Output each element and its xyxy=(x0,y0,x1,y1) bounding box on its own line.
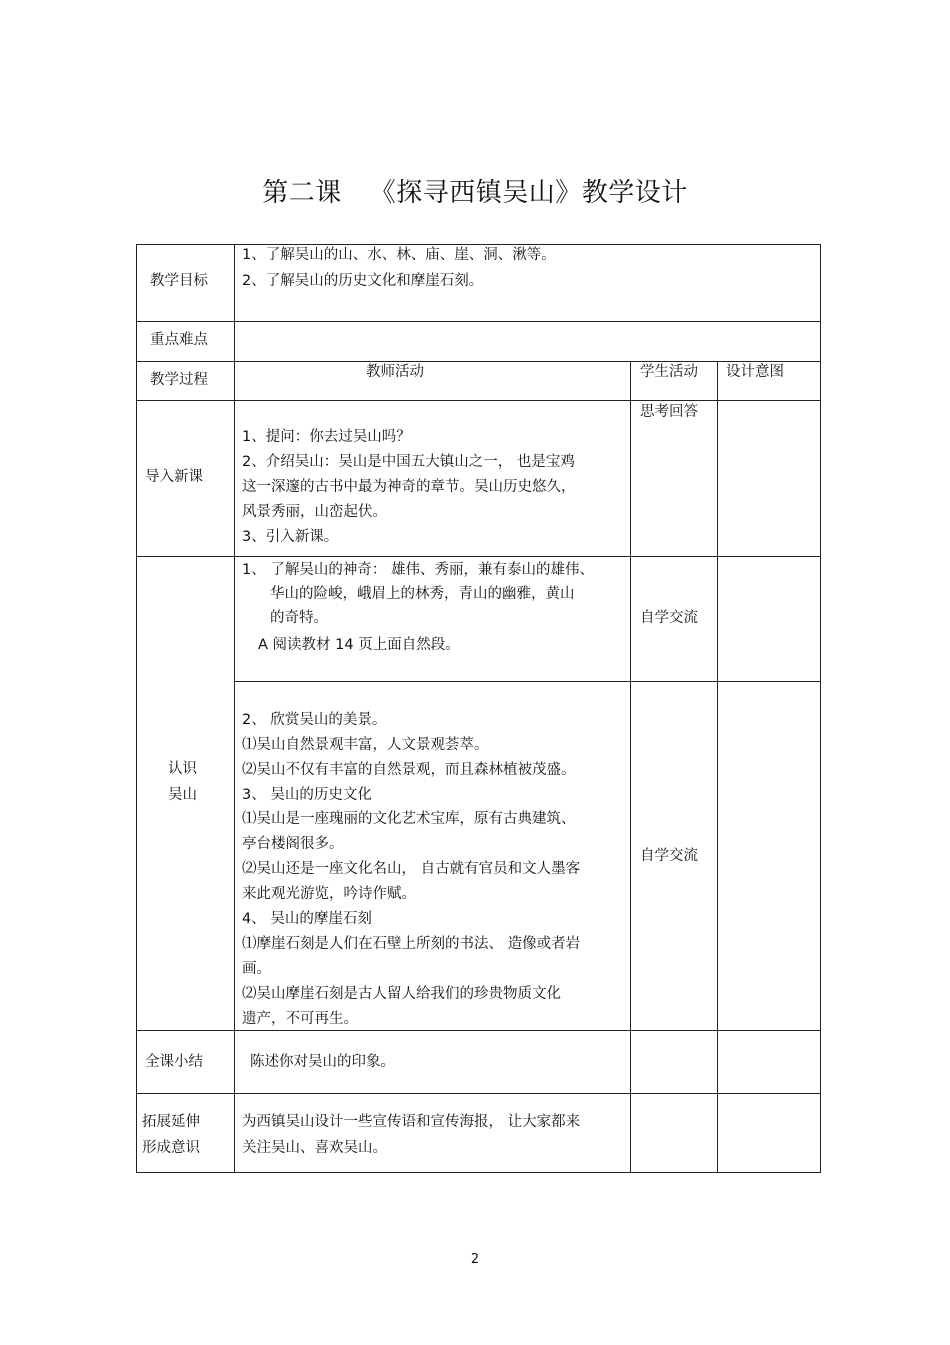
know-label: 吴山 xyxy=(168,787,197,803)
know-part1-student-activity: 自学交流 xyxy=(640,610,698,626)
know-part2-line: ⑵吴山不仅有丰富的自然景观，而且森林植被茂盛。 xyxy=(242,762,576,778)
know-part2-line: 4、 吴山的摩崖石刻 xyxy=(242,911,372,927)
intro-line: 这一深邃的古书中最为神奇的章节。吴山历史悠久， xyxy=(242,479,576,495)
lesson-number: 第二课 xyxy=(262,178,342,208)
know-part2-line: 画。 xyxy=(242,961,271,977)
table-rule xyxy=(136,556,821,557)
know-label: 认识 xyxy=(168,761,197,777)
intro-line: 风景秀丽，山峦起伏。 xyxy=(242,504,387,520)
table-column-rule xyxy=(234,244,235,1173)
know-part2-line: 2、 欣赏吴山的美景。 xyxy=(242,712,387,728)
objective-line: 1、了解吴山的山、水、林、庙、崖、洞、湫等。 xyxy=(242,247,556,263)
student-activity-header: 学生活动 xyxy=(640,364,698,380)
intro-label: 导入新课 xyxy=(145,469,203,485)
know-part2-line: ⑴吴山是一座瑰丽的文化艺术宝库，原有古典建筑、 xyxy=(242,811,576,827)
know-part1-line: 的奇特。 xyxy=(270,610,328,626)
process-label: 教学过程 xyxy=(150,372,208,388)
table-border-top xyxy=(136,244,821,245)
key-points-label: 重点难点 xyxy=(150,332,208,348)
table-rule xyxy=(136,1030,821,1031)
know-part2-line: ⑴吴山自然景观丰富，人文景观荟萃。 xyxy=(242,737,489,753)
intro-line: 2、介绍吴山：吴山是中国五大镇山之一， 也是宝鸡 xyxy=(242,454,575,470)
intro-line: 3、引入新课。 xyxy=(242,529,339,545)
table-border-bottom xyxy=(136,1172,821,1173)
know-part2-line: 3、 吴山的历史文化 xyxy=(242,787,372,803)
table-rule xyxy=(136,321,821,322)
know-part2-line: 来此观光游览，吟诗作赋。 xyxy=(242,886,416,902)
know-part1-line: 1、 了解吴山的神奇： 雄伟、秀丽，兼有泰山的雄伟、 xyxy=(242,562,594,578)
document-title xyxy=(0,172,950,209)
extend-label: 拓展延伸 xyxy=(142,1114,200,1130)
objectives-label: 教学目标 xyxy=(150,273,208,289)
table-border-right xyxy=(820,244,821,1173)
summary-text: 陈述你对吴山的印象。 xyxy=(250,1054,395,1070)
extend-line: 为西镇吴山设计一些宣传语和宣传海报， 让大家都来 xyxy=(242,1114,581,1130)
page-number: 2 xyxy=(470,1252,480,1267)
know-part1-line: A 阅读教材 14 页上面自然段。 xyxy=(258,637,460,653)
know-part2-line: ⑵吴山摩崖石刻是古人留人给我们的珍贵物质文化 xyxy=(242,986,561,1002)
lesson-name: 《探寻西镇吴山》教学设计 xyxy=(369,178,688,208)
know-part1-line: 华山的险峻，峨眉上的林秀，青山的幽雅，黄山 xyxy=(270,586,575,602)
design-intent-header: 设计意图 xyxy=(726,364,784,380)
objective-line: 2、了解吴山的历史文化和摩崖石刻。 xyxy=(242,273,484,289)
know-part2-line: ⑴摩崖石刻是人们在石壁上所刻的书法、 造像或者岩 xyxy=(242,936,581,952)
table-column-rule xyxy=(717,361,718,1173)
know-part2-line: 遗产，不可再生。 xyxy=(242,1011,358,1027)
table-rule xyxy=(234,681,821,682)
intro-student-activity: 思考回答 xyxy=(640,404,698,420)
table-rule xyxy=(136,361,821,362)
table-rule xyxy=(136,1093,821,1094)
extend-line: 关注吴山、喜欢吴山。 xyxy=(242,1140,387,1156)
summary-label: 全课小结 xyxy=(145,1054,203,1070)
extend-label: 形成意识 xyxy=(142,1140,200,1156)
table-column-rule xyxy=(630,361,631,1173)
know-part2-student-activity: 自学交流 xyxy=(640,848,698,864)
teacher-activity-header: 教师活动 xyxy=(366,364,424,380)
table-rule xyxy=(136,400,821,401)
know-part2-line: ⑵吴山还是一座文化名山， 自古就有官员和文人墨客 xyxy=(242,861,581,877)
intro-line: 1、提问：你去过吴山吗？ xyxy=(242,429,411,445)
know-part2-line: 亭台楼阁很多。 xyxy=(242,836,344,852)
table-border-left xyxy=(136,244,137,1173)
